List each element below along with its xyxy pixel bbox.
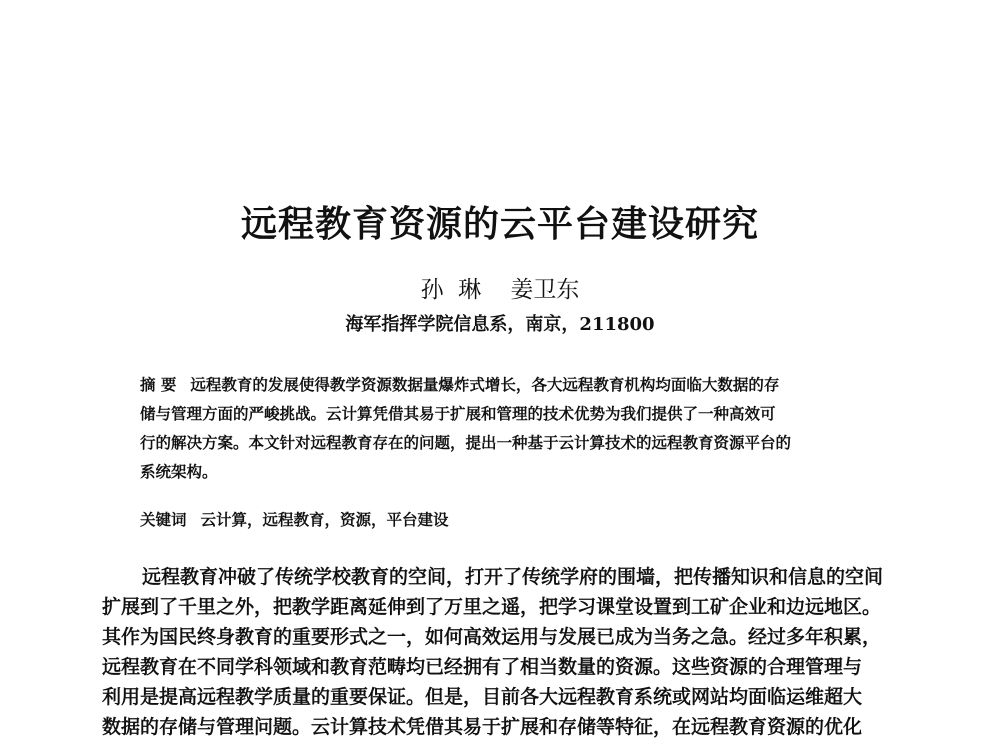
paper-affiliation: 海军指挥学院信息系，南京，211800 — [345, 314, 655, 335]
abstract-line: 储与管理方面的严峻挑战。云计算凭借其易于扩展和管理的技术优势为我们提供了一种高效可 — [140, 404, 776, 423]
paper-authors: 孙 琳 姜卫东 — [420, 277, 580, 303]
abstract-text: 远程教育的发展使得教学资源数据量爆炸式增长，各大远程教育机构均面临大数据的存 — [190, 375, 780, 394]
body-line: 数据的存储与管理问题。云计算技术凭借其易于扩展和存储等特征，在远程教育资源的优化 — [102, 716, 863, 738]
keywords-section — [140, 508, 875, 530]
abstract-section — [140, 370, 875, 486]
body-line: 利用是提高远程教学质量的重要保证。但是，目前各大远程教育系统或网站均面临运维超大 — [102, 686, 863, 708]
body-line: 其作为国民终身教育的重要形式之一，如何高效运用与发展已成为当务之急。经过多年积累， — [102, 626, 882, 648]
abstract-label: 摘 要 — [140, 375, 177, 394]
abstract-line — [140, 370, 875, 399]
body-line: 远程教育冲破了传统学校教育的空间，打开了传统学府的围墙，把传播知识和信息的空间 — [142, 566, 884, 588]
abstract-line: 行的解决方案。本文针对远程教育存在的问题，提出一种基于云计算技术的远程教育资源平台的 — [140, 433, 792, 452]
body-text — [102, 562, 907, 742]
keywords-label: 关键词 — [140, 510, 187, 529]
body-line: 远程教育在不同学科领域和教育范畴均已经拥有了相当数量的资源。这些资源的合理管理与 — [102, 656, 863, 678]
body-line: 扩展到了千里之外，把教学距离延伸到了万里之遥，把学习课堂设置到工矿企业和边远地区。 — [102, 596, 882, 618]
keywords-text: 云计算，远程教育，资源，平台建设 — [200, 510, 449, 529]
paper-title: 远程教育资源的云平台建设研究 — [240, 204, 759, 245]
abstract-line: 系统架构。 — [140, 462, 218, 481]
